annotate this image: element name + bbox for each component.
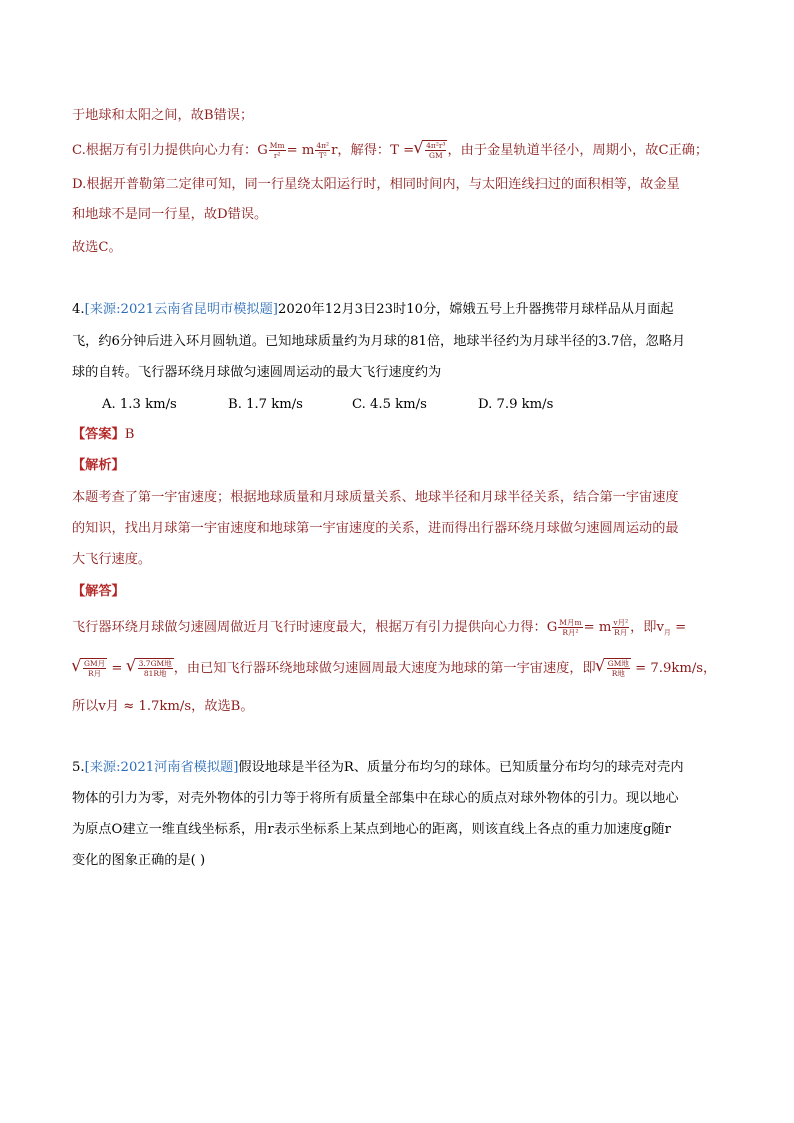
q4-analysis-1: 本题考查了第一宇宙速度；根据地球质量和月球质量关系、地球半径和月球半径关系，结合第一宇宙速度	[72, 490, 679, 505]
explanation-line-b: 于地球和太阳之间，故B错误；	[72, 108, 254, 123]
q4-solution-3: 所以v月 ≈ 1.7km/s，故选B。	[72, 699, 254, 714]
q4-source: [来源:2021云南省昆明市模拟题]	[84, 302, 278, 317]
q4-solution-1: 飞行器环绕月球做匀速圆周做近月飞行时速度最大，根据万有引力提供向心力得：G $\frac{\text{M月m}}{\text{R月²}}$ = m $\frac{\text{v月²}}{\text{R月}}$ ，即$v_月$ =	[72, 618, 687, 637]
q4-answer: 【答案】B	[72, 427, 135, 442]
q4-line-3: 球的自转。飞行器环绕月球做匀速圆周运动的最大飞行速度约为	[72, 365, 442, 380]
explanation-line-d2: 和地球不是同一行星，故D错误。	[72, 207, 268, 222]
q4-option-a: A. 1.3 km/s	[102, 397, 177, 412]
q4-option-d: D. 7.9 km/s	[478, 397, 554, 412]
q4-analysis-label: 【解析】	[72, 458, 125, 473]
q4-analysis-2: 的知识，找出月球第一宇宙速度和地球第一宇宙速度的关系，进而得出行器环绕月球做匀速圆周运动的最	[72, 521, 679, 536]
q4-analysis-3: 大飞行速度。	[72, 552, 152, 567]
explanation-line-d: D.根据开普勒第二定律可知，同一行星绕太阳运行时，相同时间内，与太阳连线扫过的面积相等，故金星	[72, 177, 680, 192]
q5-line-2: 物体的引力为零，对壳外物体的引力等于将所有质量全部集中在球心的质点对球外物体的引力。现以地心	[72, 791, 679, 806]
q4-line-1: 4.[来源:2021云南省昆明市模拟题]2020年12月3日23时10分，嫦娥五号上升器携带月球样品从月面起	[72, 302, 674, 317]
q4-option-b: B. 1.7 km/s	[228, 397, 303, 412]
q5-line-3: 为原点O建立一维直线坐标系，用r表示坐标系上某点到地心的距离，则该直线上各点的重力加速度g随r	[72, 822, 671, 837]
q4-line-2: 飞，约6分钟后进入环月圆轨道。已知地球质量约为月球的81倍，地球半径约为月球半径的3.7倍，忽略月	[72, 334, 686, 349]
q5-source: [来源:2021河南省模拟题]	[84, 760, 239, 775]
sqrt-period: √ $\frac{\text{4π²r³}}{GM}$	[422, 140, 447, 161]
fraction-mm-r2: $\frac{Mm}{\text{r²}}$	[269, 141, 285, 160]
q5-line-1: 5.[来源:2021河南省模拟题]假设地球是半径为R、质量分布均匀的球体。已知质量分布均匀的球壳对壳内	[72, 760, 684, 775]
q4-option-c: C. 4.5 km/s	[352, 397, 427, 412]
explanation-line-c: C.根据万有引力提供向心力有：G $\frac{Mm}{\text{r²}}$ = m $\frac{\text{4π²}}{\text{T²}}$ r，解得：T = √ $\frac{\text{4π²r³}}{GM}$ ，由于金星轨道半径小，周期小，故C正确；	[72, 140, 752, 161]
q4-solution-label: 【解答】	[72, 584, 125, 599]
explanation-answer-c: 故选C。	[72, 240, 122, 255]
fraction-4pi2-t2: $\frac{\text{4π²}}{\text{T²}}$	[316, 141, 330, 160]
q4-solution-2: √ $\frac{\text{GM月}}{\text{R月}}$ = √ $\frac{\text{3.7GM地}}{\text{81R地}}$ ，由已知飞行器环绕地球做匀速圆周最大速度为地球的第一宇宙速度，即 √ $\frac{\text{GM地}}{\text{R地}}$ = 7.9km/s，	[72, 658, 752, 679]
q5-line-4: 变化的图象正确的是( )	[72, 853, 206, 868]
